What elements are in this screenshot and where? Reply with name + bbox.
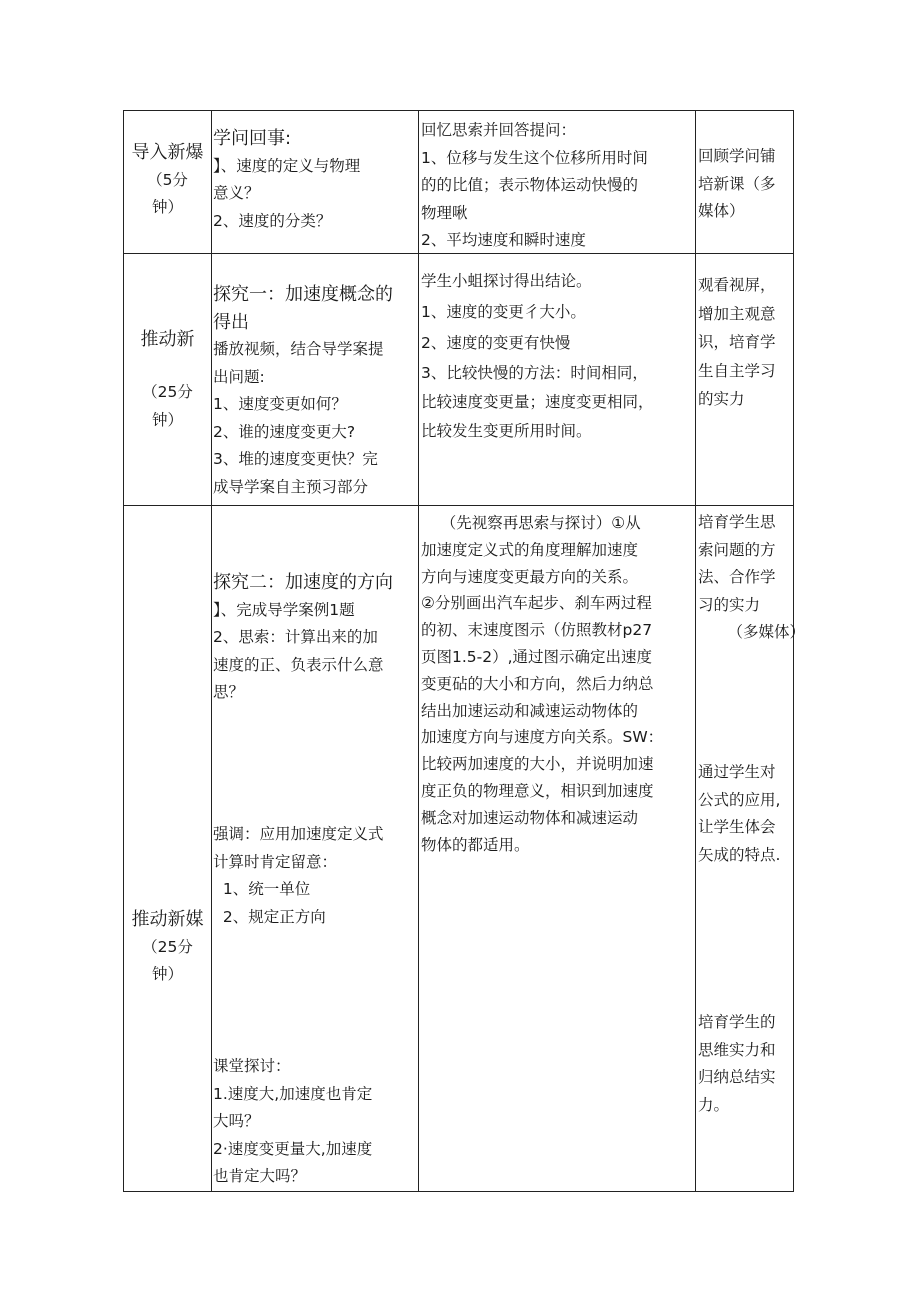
activity-line: 页图1.5-2）,通过图示确定出速度 [421, 647, 653, 666]
content-line: 速度的正、负表示什么意 [213, 655, 384, 674]
intent-line: 通过学生对 [698, 763, 776, 781]
stage-duration: （25分 [142, 383, 193, 401]
row2-intent-cell [698, 271, 795, 414]
stage-duration: （5分 [147, 170, 188, 189]
activity-line: 物理啾 [421, 203, 468, 222]
intent-line: 识，培育学 [698, 333, 776, 351]
content-title: 探究二：加速度的方向 [213, 572, 393, 593]
activity-line: 方向与速度变更最方向的关系。 [421, 567, 639, 586]
content-line: 2、思索：计算出来的加 [213, 628, 378, 646]
intent-line: 索问题的方 [698, 540, 776, 559]
intent-line: 法、合作学 [698, 568, 776, 586]
row2-stage-duration [124, 379, 211, 434]
content-title: 得出 [213, 311, 249, 333]
intent-line: 培育学生的 [698, 1013, 776, 1031]
activity-line: 回忆思索并回答提问： [421, 121, 577, 139]
content-line: 思？ [213, 683, 245, 701]
intent-line: 公式的应用, [698, 790, 781, 809]
activity-line: 的初、末速度图示（仿照教材p27 [421, 621, 653, 640]
content-line: 1、速度变更如何？ [213, 395, 347, 413]
activity-line: 学生小蛆探讨得出结论。 [421, 272, 592, 290]
intent-line: 观看视屏， [698, 276, 776, 294]
content-line: 2、谁的速度变更大? [213, 422, 356, 441]
intent-line: 矢成的特点. [698, 845, 781, 864]
content-line: 强调：应用加速度定义式 [213, 825, 384, 843]
intent-line: （多媒体） [698, 623, 806, 641]
stage-title: 推动新媒 [131, 909, 204, 930]
activity-line: 比较两加速度的大小，并说明加速 [421, 755, 654, 774]
activity-line: 1、速度的变更彳大小。 [421, 303, 586, 321]
content-line: 意义？ [213, 184, 260, 202]
content-line: 成导学案自主预习部分 [213, 477, 369, 496]
activity-line: 度正负的物理意义，相识到加速度 [421, 781, 654, 800]
activity-line: 物体的都适用。 [421, 835, 530, 854]
intent-line: 培育学生思 [698, 513, 776, 531]
activity-line: 加速度方向与速度方向关系。SW： [421, 728, 664, 747]
content-line: 也肯定大吗？ [213, 1167, 307, 1185]
row3-content-a [213, 569, 418, 707]
intent-line: 增加主观意 [698, 304, 776, 323]
activity-line: 结出加速运动和减速运动物体的 [421, 701, 639, 720]
activity-line: ②分别画出汽车起步、刹车两过程 [421, 594, 652, 613]
content-line: 1、统一单位 [213, 880, 311, 898]
intent-line: 力。 [698, 1095, 730, 1114]
row2-content-cell [213, 281, 418, 501]
intent-line: 媒体） [698, 202, 745, 220]
row2-activity-cell [421, 266, 695, 446]
row3-content-c [213, 1053, 418, 1191]
column-divider [418, 111, 419, 1191]
row3-activity-cell [421, 510, 695, 858]
content-line: 2、规定正方向 [213, 907, 326, 926]
activity-line: 变更砧的大小和方向，然后力纳总 [421, 674, 654, 693]
activity-line: （先视察再思索与探讨）①从 [421, 514, 641, 532]
activity-line: 比较发生变更所用时间。 [421, 422, 592, 440]
row1-intent-cell [698, 143, 795, 226]
row2-stage-cell [124, 326, 211, 354]
row3-intent-b [698, 759, 795, 869]
row3-intent-a [698, 509, 806, 647]
activity-line: 2、速度的变更有快慢 [421, 334, 571, 352]
stage-title: 导入新爆 [131, 142, 204, 163]
activity-line: 1、位移与发生这个位移所用时间 [421, 148, 648, 167]
stage-duration-unit: 钟） [151, 410, 183, 429]
activity-line: 概念对加速运动物体和减速运动 [421, 808, 639, 827]
activity-line: 3、比较快慢的方法：时间相同， [421, 364, 648, 382]
row1-stage-cell [124, 139, 211, 222]
row3-content-b [213, 821, 418, 931]
intent-line: 回顾学问铺 [698, 147, 776, 165]
stage-duration: （25分 [142, 937, 193, 956]
activity-line: 比较速度变更量；速度变更相同， [421, 393, 654, 411]
content-line: 播放视频，结合导学案提 [213, 340, 384, 358]
content-line: 计算时肯定留意： [213, 852, 338, 871]
column-divider [695, 111, 696, 1191]
intent-line: 思维实力和 [698, 1040, 776, 1059]
intent-line: 习的实力 [698, 595, 761, 614]
activity-line: 的的比值；表示物体运动快慢的 [421, 176, 639, 194]
stage-duration-unit: 钟） [151, 198, 183, 216]
intent-line: 的实力 [698, 390, 745, 408]
row1-activity-cell [421, 117, 695, 255]
content-line: 2、速度的分类？ [213, 211, 332, 230]
content-line: 】、速度的定义与物理 [213, 156, 361, 175]
activity-line: 加速度定义式的角度理解加速度 [421, 540, 639, 559]
stage-duration-unit: 钟） [151, 965, 183, 983]
activity-line: 2、平均速度和瞬时速度 [421, 231, 586, 249]
row3-stage-cell [124, 906, 211, 989]
row-divider [124, 505, 793, 506]
content-line: 课堂探讨： [213, 1057, 291, 1075]
column-divider [211, 111, 212, 1191]
row1-content-cell [213, 125, 418, 235]
content-line: 大吗？ [213, 1112, 260, 1130]
content-title: 学问回事: [213, 128, 292, 149]
intent-line: 生自主学习 [698, 361, 776, 380]
intent-line: 归纳总结实 [698, 1068, 776, 1086]
content-line: 出问题: [213, 367, 265, 386]
content-line: 】、完成导学案例1题 [213, 600, 355, 619]
stage-title: 推动新 [140, 329, 195, 350]
intent-line: 培新课（多 [698, 174, 776, 193]
content-line: 1.速度大,加速度也肯定 [213, 1084, 373, 1103]
intent-line: 让学生体会 [698, 818, 776, 836]
content-title: 探究一：加速度概念的 [213, 284, 393, 305]
row3-intent-c [698, 1009, 795, 1119]
content-line: 3、堆的速度变更快？完 [213, 450, 378, 468]
content-line: 2·速度变更量大,加速度 [213, 1139, 373, 1158]
lesson-plan-table [123, 110, 806, 1192]
